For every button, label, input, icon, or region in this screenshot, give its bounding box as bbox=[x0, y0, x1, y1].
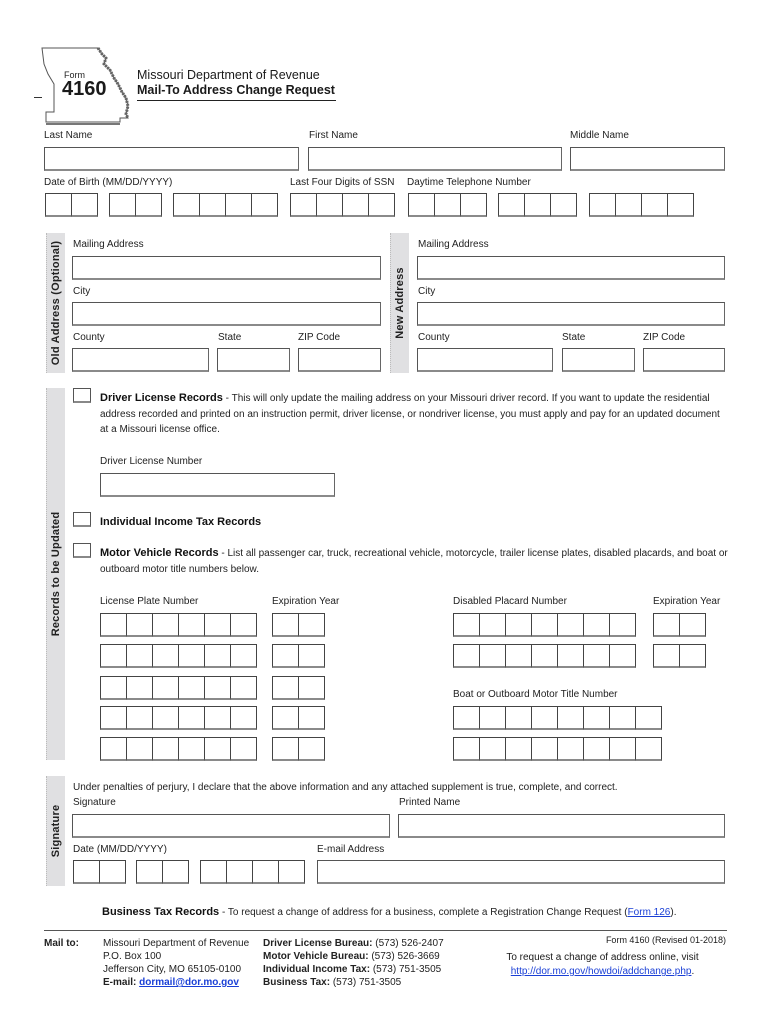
placard-expiration-year-cells[interactable] bbox=[653, 613, 705, 637]
char-cell[interactable] bbox=[230, 613, 257, 637]
business-tax-text: - To request a change of address for a business, complete a Registration Change Request ( bbox=[219, 907, 628, 918]
char-cell[interactable] bbox=[178, 737, 205, 761]
char-cell[interactable] bbox=[479, 644, 506, 668]
old-city-input[interactable] bbox=[72, 302, 381, 326]
contact-motor-vehicle bbox=[263, 950, 444, 963]
contact-name: Individual Income Tax: bbox=[263, 964, 371, 975]
char-cell[interactable] bbox=[178, 613, 205, 637]
contact-income-tax bbox=[263, 963, 444, 976]
new-city-label: City bbox=[418, 286, 436, 297]
char-cell[interactable] bbox=[609, 706, 636, 730]
char-cell[interactable] bbox=[152, 737, 179, 761]
contact-name: Driver License Bureau: bbox=[263, 938, 373, 949]
online-note bbox=[480, 951, 725, 979]
business-tax-end: ). bbox=[670, 907, 677, 918]
char-cell[interactable] bbox=[100, 706, 127, 730]
contact-list bbox=[263, 937, 444, 989]
char-cell[interactable] bbox=[230, 676, 257, 700]
online-text: To request a change of address online, visit bbox=[506, 952, 699, 963]
phone-area-cells[interactable] bbox=[408, 193, 486, 217]
char-cell[interactable] bbox=[178, 706, 205, 730]
phone-line-cells[interactable] bbox=[589, 193, 693, 217]
income-tax-checkbox[interactable] bbox=[73, 512, 91, 527]
contact-driver-license bbox=[263, 937, 444, 950]
business-tax-title: Business Tax Records bbox=[102, 906, 220, 918]
char-cell[interactable] bbox=[178, 676, 205, 700]
dob-month-cells[interactable] bbox=[45, 193, 97, 217]
form-revision: Form 4160 (Revised 01-2018) bbox=[605, 935, 726, 945]
dob-day-cells[interactable] bbox=[109, 193, 161, 217]
char-cell[interactable] bbox=[152, 706, 179, 730]
form-number: 4160 bbox=[62, 78, 107, 100]
contact-phone: (573) 526-2407 bbox=[372, 938, 444, 949]
printed-name-label: Printed Name bbox=[399, 797, 461, 808]
new-state-label: State bbox=[562, 332, 586, 343]
phone-label: Daytime Telephone Number bbox=[407, 177, 531, 188]
char-cell[interactable] bbox=[679, 613, 706, 637]
char-cell[interactable] bbox=[583, 737, 610, 761]
printed-name-input[interactable] bbox=[398, 814, 725, 838]
header-tick bbox=[34, 97, 42, 98]
placard-label: Disabled Placard Number bbox=[453, 596, 567, 607]
char-cell[interactable] bbox=[152, 676, 179, 700]
char-cell[interactable] bbox=[557, 613, 584, 637]
char-cell[interactable] bbox=[635, 706, 662, 730]
char-cell[interactable] bbox=[272, 676, 299, 700]
char-cell[interactable] bbox=[557, 706, 584, 730]
license-plate-number-cells[interactable] bbox=[100, 676, 256, 700]
new-county-label: County bbox=[418, 332, 450, 343]
motor-vehicle-description bbox=[100, 546, 730, 577]
contact-name: Motor Vehicle Bureau: bbox=[263, 951, 369, 962]
disabled-placard-number-cells[interactable] bbox=[453, 644, 635, 668]
char-cell[interactable] bbox=[126, 613, 153, 637]
plate-expiration-year-cells[interactable] bbox=[272, 644, 324, 668]
boat-title-number-cells[interactable] bbox=[453, 706, 661, 730]
placard-expiration-label: Expiration Year bbox=[653, 596, 721, 607]
signature-section-label: Signature bbox=[50, 804, 62, 858]
char-cell[interactable] bbox=[272, 706, 299, 730]
driver-license-number-input[interactable] bbox=[100, 473, 335, 497]
char-cell[interactable] bbox=[204, 644, 231, 668]
char-cell[interactable] bbox=[298, 737, 325, 761]
char-cell[interactable] bbox=[505, 706, 532, 730]
char-cell[interactable] bbox=[653, 613, 680, 637]
date-year-cells[interactable] bbox=[200, 860, 304, 884]
license-plate-label: License Plate Number bbox=[100, 596, 199, 607]
char-cell[interactable] bbox=[531, 613, 558, 637]
signature-section-tab bbox=[46, 776, 65, 886]
char-cell[interactable] bbox=[453, 613, 480, 637]
ssn-cells[interactable] bbox=[290, 193, 394, 217]
ssn-label: Last Four Digits of SSN bbox=[290, 177, 395, 188]
char-cell[interactable] bbox=[505, 613, 532, 637]
char-cell[interactable] bbox=[204, 676, 231, 700]
char-cell[interactable] bbox=[583, 706, 610, 730]
date-day-cells[interactable] bbox=[136, 860, 188, 884]
char-cell[interactable] bbox=[583, 644, 610, 668]
address-line-1: Missouri Department of Revenue bbox=[103, 938, 250, 949]
declaration-text: Under penalties of perjury, I declare that the above information and any attached supplement is true, complete, and correct. bbox=[73, 782, 618, 793]
plate-expiration-year-cells[interactable] bbox=[272, 737, 324, 761]
char-cell[interactable] bbox=[126, 737, 153, 761]
old-zip-input[interactable] bbox=[298, 348, 381, 372]
first-name-input[interactable] bbox=[308, 147, 562, 171]
old-mailing-address-input[interactable] bbox=[72, 256, 381, 280]
old-state-label: State bbox=[218, 332, 242, 343]
char-cell[interactable] bbox=[100, 676, 127, 700]
plate-expiration-year-cells[interactable] bbox=[272, 706, 324, 730]
char-cell[interactable] bbox=[679, 644, 706, 668]
dob-year-cells[interactable] bbox=[173, 193, 277, 217]
old-mailing-label: Mailing Address bbox=[73, 239, 144, 250]
char-cell[interactable] bbox=[272, 613, 299, 637]
char-cell[interactable] bbox=[126, 676, 153, 700]
contact-phone: (573) 526-3669 bbox=[368, 951, 440, 962]
char-cell[interactable] bbox=[126, 706, 153, 730]
char-cell[interactable] bbox=[531, 737, 558, 761]
char-cell[interactable] bbox=[479, 613, 506, 637]
char-cell[interactable] bbox=[298, 613, 325, 637]
old-address-section-label: Old Address (Optional) bbox=[50, 240, 62, 366]
agency-name: Missouri Department of Revenue bbox=[137, 68, 320, 82]
char-cell[interactable] bbox=[453, 644, 480, 668]
char-cell[interactable] bbox=[505, 644, 532, 668]
form-word: Form bbox=[64, 70, 85, 80]
char-cell[interactable] bbox=[653, 644, 680, 668]
char-cell[interactable] bbox=[100, 737, 127, 761]
contact-name: Business Tax: bbox=[263, 977, 331, 988]
last-name-label: Last Name bbox=[44, 130, 93, 141]
char-cell[interactable] bbox=[531, 706, 558, 730]
char-cell[interactable] bbox=[609, 644, 636, 668]
new-county-input[interactable] bbox=[417, 348, 553, 372]
signature-label: Signature bbox=[73, 797, 116, 808]
page-title: Mail-To Address Change Request bbox=[137, 83, 335, 97]
license-plate-number-cells[interactable] bbox=[100, 613, 256, 637]
char-cell[interactable] bbox=[298, 644, 325, 668]
address-line-3: Jefferson City, MO 65105-0100 bbox=[103, 964, 242, 975]
title-underline bbox=[137, 100, 336, 101]
middle-name-input[interactable] bbox=[570, 147, 725, 171]
mail-address bbox=[103, 937, 249, 989]
license-plate-number-cells[interactable] bbox=[100, 737, 256, 761]
motor-vehicle-text: - List all passenger car, truck, recreational vehicle, motorcycle, trailer license plates, disabled placards, and boat or outboard motor title numbers below. bbox=[100, 548, 728, 575]
income-tax-title-text: Individual Income Tax Records bbox=[100, 516, 262, 528]
driver-license-number-label: Driver License Number bbox=[100, 456, 203, 467]
char-cell[interactable] bbox=[100, 644, 127, 668]
driver-license-description bbox=[100, 391, 730, 438]
new-address-section-tab bbox=[390, 233, 409, 373]
boat-title-number-cells[interactable] bbox=[453, 737, 661, 761]
new-zip-label: ZIP Code bbox=[643, 332, 686, 343]
date-label: Date (MM/DD/YYYY) bbox=[73, 844, 167, 855]
footer-divider bbox=[44, 930, 727, 931]
char-cell[interactable] bbox=[230, 706, 257, 730]
char-cell[interactable] bbox=[531, 644, 558, 668]
driver-license-checkbox[interactable] bbox=[73, 388, 91, 403]
driver-license-title: Driver License Records bbox=[100, 392, 223, 404]
online-url-link[interactable]: http://dor.mo.gov/howdoi/addchange.php bbox=[510, 966, 692, 977]
char-cell[interactable] bbox=[557, 737, 584, 761]
char-cell[interactable] bbox=[204, 706, 231, 730]
placard-expiration-year-cells[interactable] bbox=[653, 644, 705, 668]
new-state-input[interactable] bbox=[562, 348, 635, 372]
char-cell[interactable] bbox=[298, 676, 325, 700]
char-cell[interactable] bbox=[272, 644, 299, 668]
char-cell[interactable] bbox=[453, 706, 480, 730]
char-cell[interactable] bbox=[479, 737, 506, 761]
char-cell[interactable] bbox=[272, 737, 299, 761]
char-cell[interactable] bbox=[609, 613, 636, 637]
last-name-input[interactable] bbox=[44, 147, 299, 171]
form-126-link[interactable]: Form 126 bbox=[627, 907, 671, 918]
char-cell[interactable] bbox=[505, 737, 532, 761]
old-state-input[interactable] bbox=[217, 348, 290, 372]
new-mailing-label: Mailing Address bbox=[418, 239, 489, 250]
new-address-section-label: New Address bbox=[394, 267, 406, 339]
income-tax-title bbox=[100, 515, 261, 531]
contact-phone: (573) 751-3505 bbox=[370, 964, 442, 975]
char-cell[interactable] bbox=[152, 613, 179, 637]
mail-to-label: Mail to: bbox=[44, 938, 79, 949]
old-county-label: County bbox=[73, 332, 105, 343]
email-prefix: E-mail: bbox=[103, 977, 137, 988]
old-zip-label: ZIP Code bbox=[298, 332, 341, 343]
char-cell[interactable] bbox=[126, 644, 153, 668]
date-month-cells[interactable] bbox=[73, 860, 125, 884]
char-cell[interactable] bbox=[635, 737, 662, 761]
char-cell[interactable] bbox=[230, 644, 257, 668]
char-cell[interactable] bbox=[100, 613, 127, 637]
phone-prefix-cells[interactable] bbox=[498, 193, 576, 217]
char-cell[interactable] bbox=[609, 737, 636, 761]
char-cell[interactable] bbox=[230, 737, 257, 761]
address-line-2: P.O. Box 100 bbox=[103, 951, 162, 962]
business-tax-note bbox=[102, 905, 676, 921]
motor-vehicle-title: Motor Vehicle Records bbox=[100, 547, 219, 559]
old-address-section-tab bbox=[46, 233, 65, 373]
old-county-input[interactable] bbox=[72, 348, 209, 372]
license-plate-number-cells[interactable] bbox=[100, 706, 256, 730]
license-plate-number-cells[interactable] bbox=[100, 644, 256, 668]
driver-license-text: - This will only update the mailing address on your Missouri driver record. If you want to update the residential address recorded and printed on an instruction permit, driver license, or nondriver license, you must apply and pay for an updated document at a Missouri license office. bbox=[100, 393, 720, 435]
char-cell[interactable] bbox=[583, 613, 610, 637]
old-city-label: City bbox=[73, 286, 91, 297]
boat-title-label: Boat or Outboard Motor Title Number bbox=[453, 689, 618, 700]
char-cell[interactable] bbox=[479, 706, 506, 730]
char-cell[interactable] bbox=[152, 644, 179, 668]
plate-expiration-year-cells[interactable] bbox=[272, 613, 324, 637]
email-label: E-mail Address bbox=[317, 844, 385, 855]
dob-label: Date of Birth (MM/DD/YYYY) bbox=[44, 177, 173, 188]
new-zip-input[interactable] bbox=[643, 348, 725, 372]
first-name-label: First Name bbox=[309, 130, 358, 141]
contact-business-tax bbox=[263, 976, 444, 989]
email-input[interactable] bbox=[317, 860, 725, 884]
char-cell[interactable] bbox=[453, 737, 480, 761]
plate-expiration-label: Expiration Year bbox=[272, 596, 340, 607]
email-link[interactable]: dormail@dor.mo.gov bbox=[139, 977, 239, 988]
new-mailing-address-input[interactable] bbox=[417, 256, 725, 280]
contact-phone: (573) 751-3505 bbox=[330, 977, 402, 988]
char-cell[interactable] bbox=[178, 644, 205, 668]
new-city-input[interactable] bbox=[417, 302, 725, 326]
records-section-label: Records to be Updated bbox=[50, 511, 62, 637]
plate-expiration-year-cells[interactable] bbox=[272, 676, 324, 700]
char-cell[interactable] bbox=[204, 737, 231, 761]
online-end: . bbox=[691, 966, 695, 977]
char-cell[interactable] bbox=[557, 644, 584, 668]
disabled-placard-number-cells[interactable] bbox=[453, 613, 635, 637]
signature-input[interactable] bbox=[72, 814, 390, 838]
motor-vehicle-checkbox[interactable] bbox=[73, 543, 91, 558]
records-section-tab bbox=[46, 388, 65, 760]
char-cell[interactable] bbox=[204, 613, 231, 637]
char-cell[interactable] bbox=[298, 706, 325, 730]
middle-name-label: Middle Name bbox=[570, 130, 629, 141]
